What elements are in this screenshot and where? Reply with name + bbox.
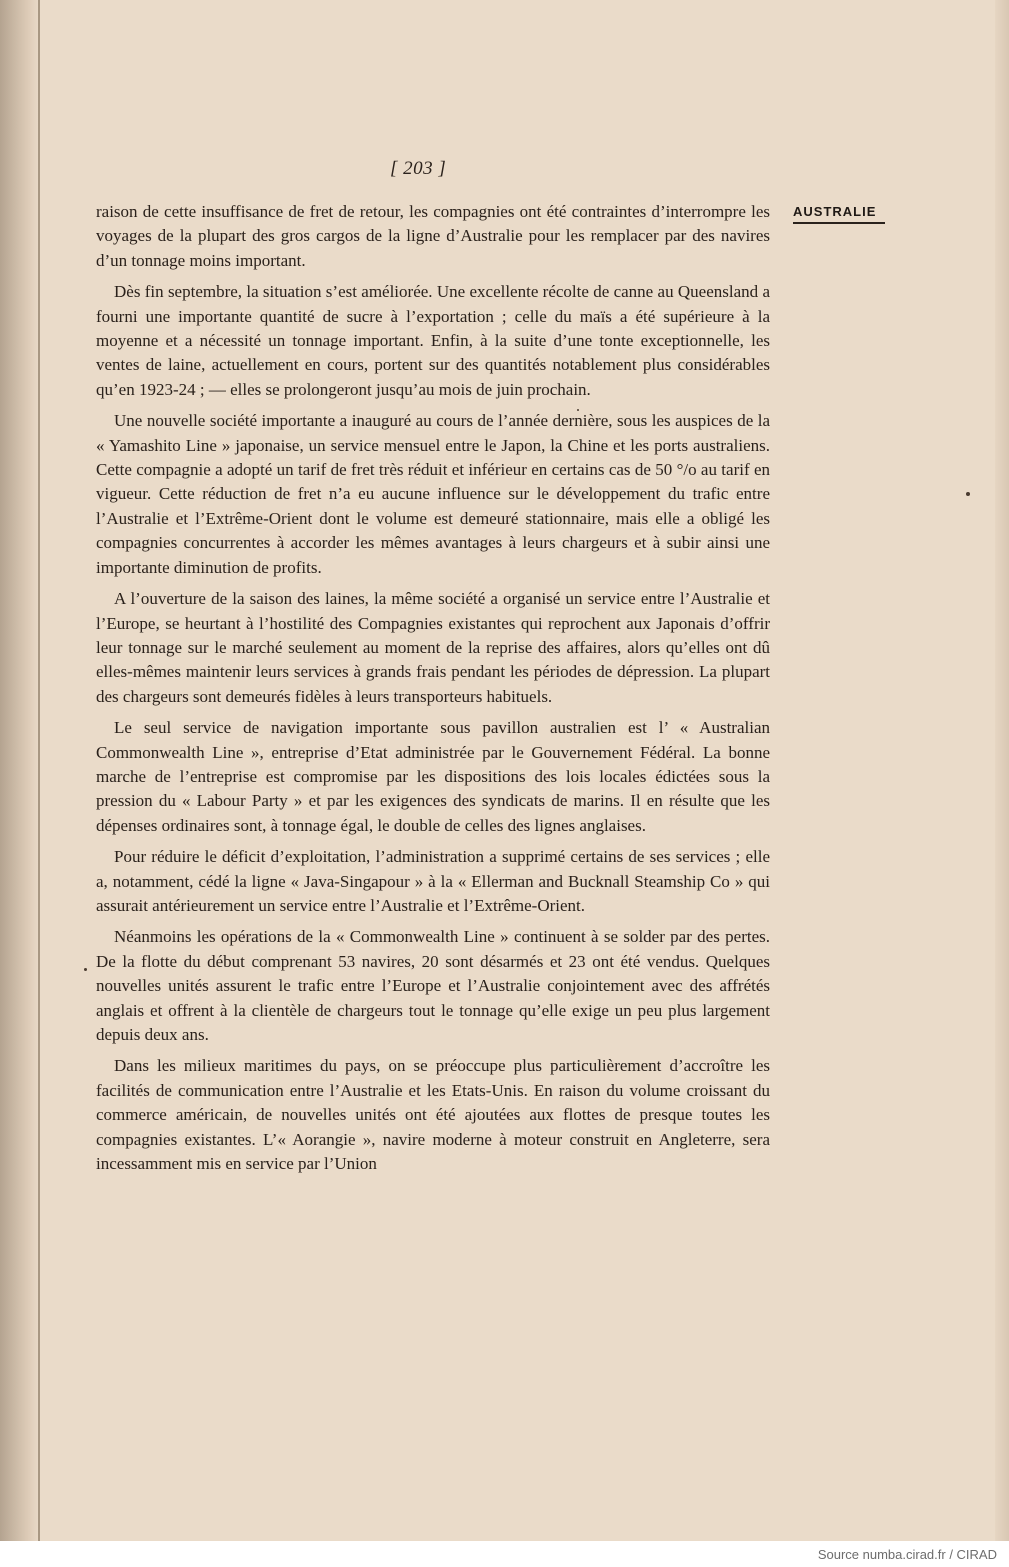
ink-speck	[577, 409, 579, 411]
paragraph: Dès fin septembre, la situation s’est améliorée. Une excellente récolte de canne au Queensland a fourni une importante quantité de sucre à l’exportation ; celle du maïs a été supérieure à la moyenne et a nécessité un tonnage important. Enfin, à la suite d’une tonte exceptionnelle, les ventes de laine, actuellement en cours, portent sur des quantités notablement plus considérables qu’en 1923-24 ; — elles se prolongeront jusqu’au mois de juin prochain.	[96, 282, 770, 399]
source-bar	[0, 1541, 1009, 1567]
paragraph: Une nouvelle société importante a inauguré au cours de l’année dernière, sous les auspices de la « Yamashito Line » japonaise, un service mensuel entre le Japon, la Chine et les ports australiens. Cette compagnie a adopté un tarif de fret très réduit et inférieur en certains cas de 50 °/o au tarif en vigueur. Cette réduction de fret n’a eu aucune influence sur le développement du trafic entre l’Australie et l’Extrême-Orient dont le volume est demeuré stationnaire, mais elle a obligé les compagnies concurrentes à accorder les mêmes avantages à leurs chargeurs et à subir ainsi une importante diminution de profits.	[96, 411, 770, 577]
paragraph: Dans les milieux maritimes du pays, on se préoccupe plus particulièrement d’accroître les facilités de communication entre l’Australie et les Etats-Unis. En raison du volume croissant du commerce américain, de nouvelles unités ont été ajoutées aux flottes de presque toutes les compagnies existantes. L’« Aorangie », navire moderne à moteur construit en Angleterre, sera incessamment mis en service par l’Union	[96, 1056, 770, 1174]
source-credit: Source numba.cirad.fr / CIRAD	[817, 1547, 997, 1562]
page-number: [ 203 ]	[390, 158, 447, 179]
section-heading: AUSTRALIE	[793, 204, 885, 224]
body-text	[96, 200, 770, 1176]
paragraph: Néanmoins les opérations de la « Commonwealth Line » continuent à se solder par des pertes. De la flotte du début comprenant 53 navires, 20 sont désarmés et 23 ont été vendus. Quelques nouvelles unités assurent le trafic entre l’Europe et l’Australie conjointement avec des affrétés anglais et offrent à la clientèle de chargeurs tout le tonnage qu’elle exige un peu plus largement depuis deux ans.	[96, 927, 770, 1044]
paragraph: A l’ouverture de la saison des laines, la même société a organisé un service entre l’Australie et l’Europe, se heurtant à l’hostilité des Compagnies existantes qui reprochent aux Japonais d’offrir leur tonnage sur le marché seulement au moment de la reprise des affaires, alors qu’elles ont dû elles-mêmes maintenir leurs services à grands frais pendant les périodes de dépression. La plupart des chargeurs sont demeurés fidèles à leurs transporteurs habituels.	[96, 589, 770, 706]
binding-shadow	[0, 0, 40, 1541]
ink-speck	[84, 968, 87, 971]
gutter-line	[38, 0, 40, 1541]
paragraph: Le seul service de navigation importante sous pavillon australien est l’ « Australian Commonwealth Line », entreprise d’Etat administrée par le Gouvernement Fédéral. La bonne marche de l’entreprise est compromise par les dispositions des lois locales édictées sous la pression du « Labour Party » et par les exigences des syndicats de marins. Il en résulte que les dépenses ordinaires sont, à tonnage égal, le double de celles des lignes anglaises.	[96, 718, 770, 835]
page-edge	[995, 0, 1009, 1541]
paragraph: Pour réduire le déficit d’exploitation, l’administration a supprimé certains de ses services ; elle a, notamment, cédé la ligne « Java-Singapour » à la « Ellerman and Bucknall Steamship Co » qui assurait antérieurement un service entre l’Australie et l’Extrême-Orient.	[96, 847, 770, 915]
paragraph: raison de cette insuffisance de fret de retour, les compagnies ont été contraintes d’interrompre les voyages de la plupart des gros cargos de la ligne d’Australie pour les remplacer par des navires d’un tonnage moins important.	[96, 202, 770, 270]
ink-speck	[966, 492, 970, 496]
